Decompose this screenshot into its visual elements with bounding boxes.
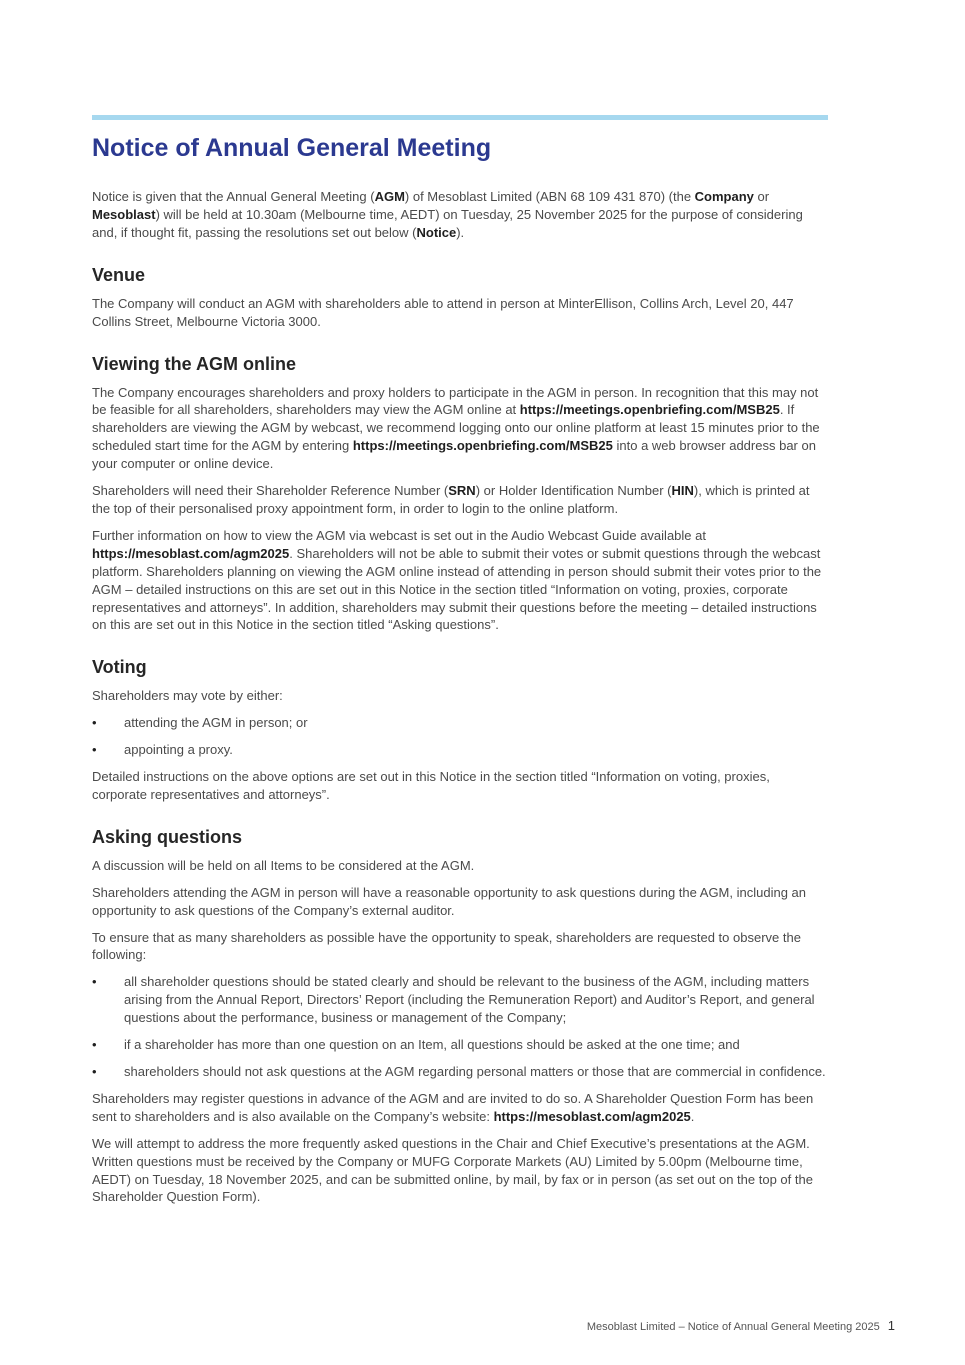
venue-heading: Venue: [92, 264, 146, 285]
list-item: • if a shareholder has more than one question on an Item, all questions should be asked at the one time; and: [92, 1037, 740, 1053]
bullet-icon: •: [92, 1064, 97, 1079]
voting-paragraph-2: Detailed instructions on the above options are set out in this Notice in the section titled “Information on voting, proxies, corporate representatives and attorneys”.: [92, 769, 770, 802]
venue-section: [92, 264, 828, 331]
voting-heading: Voting: [92, 657, 147, 678]
questions-paragraph-2: Shareholders attending the AGM in person will have a reasonable opportunity to ask questions during the AGM, including an opportunity to ask questions of the Company’s external auditor.: [92, 884, 806, 918]
bullet-icon: •: [92, 715, 97, 731]
intro-paragraph: Notice is given that the Annual General Meeting (AGM) of Mesoblast Limited (ABN 68 109 431 870) (the Company or Mesoblast) will be held at 10.30am (Melbourne time, AEDT) on Tuesday, 25 November 2025 for the purpose of considering and, if thought fit, passing the resolutions set out below (Notice).: [92, 189, 803, 240]
online-paragraph-1: The Company encourages shareholders and proxy holders to participate in the AGM in person. In recognition that this may not be feasible for all shareholders, shareholders may view the AGM online at https://meetings.openbriefing.com/MSB25. If shareholders are viewing the AGM by webcast, we recommend logging onto our online platform at least 15 minutes prior to the scheduled start time for the AGM by entering https://meetings.openbriefing.com/MSB25 into a web browser address bar on your computer or online device.: [92, 384, 820, 472]
mesoblast-agm-link-2[interactable]: https://mesoblast.com/agm2025: [493, 1108, 691, 1124]
online-section: [92, 353, 828, 635]
bullet-icon: •: [92, 974, 97, 990]
bullet-icon: •: [92, 742, 97, 758]
list-item: • appointing a proxy.: [92, 742, 233, 758]
online-heading: Viewing the AGM online: [92, 353, 297, 374]
online-paragraph-2: Shareholders will need their Shareholder Reference Number (SRN) or Holder Identification Number (HIN), which is printed at the top of their personalised proxy appointment form, in order to login to the online platform.: [92, 483, 810, 516]
online-paragraph-3: Further information on how to view the AGM via webcast is set out in the Audio Webcast Guide available at https://mesoblast.com/agm2025. Shareholders will not be able to submit their votes or submit questions through the webcast platform. Shareholders planning on viewing the AGM online instead of attending in person should submit their votes prior to the AGM – detailed instructions on this are set out in this Notice in the section titled “Information on voting, proxies, corporate representatives and attorneys”. In addition, shareholders may submit their questions before the meeting – detailed instructions on this are set out in this Notice in the section titled “Asking questions”.: [92, 527, 822, 633]
questions-paragraph-1: A discussion will be held on all Items to be considered at the AGM.: [92, 857, 475, 873]
bullet-icon: •: [92, 1037, 97, 1053]
questions-rules-list: [92, 973, 828, 1081]
mesoblast-agm-link[interactable]: https://mesoblast.com/agm2025: [92, 545, 290, 561]
questions-section: [92, 826, 828, 1207]
page-footer: [587, 1318, 895, 1333]
list-item: • shareholders should not ask questions at the AGM regarding personal matters or those that are commercial in confidence.: [92, 1064, 826, 1079]
questions-paragraph-4: Shareholders may register questions in advance of the AGM and are invited to do so. A Shareholder Question Form has been sent to shareholders and is also available on the Company’s website: https://mesoblast.com/agm2025.: [92, 1090, 814, 1124]
footer-text: Mesoblast Limited – Notice of Annual General Meeting 2025: [586, 1321, 880, 1333]
questions-paragraph-5: We will attempt to address the more frequently asked questions in the Chair and Chief Executive’s presentations at the AGM. Written questions must be received by the Company or MUFG Corporate Markets (AU) Limited by 5.00pm (Melbourne time, AEDT) on Tuesday, 18 November 2025, and can be submitted online, by mail, by fax or in person (as set out on the top of the Shareholder Question Form).: [92, 1135, 813, 1205]
page-title: Notice of Annual General Meeting: [92, 134, 492, 162]
list-item: • all shareholder questions should be stated clearly and should be relevant to the business of the AGM, including matters arising from the Annual Report, Directors’ Report (including the Remuneration Report) and Auditor’s Report, and general questions about the performance, business or management of the Company;: [92, 974, 815, 1026]
page-content: [92, 115, 828, 1206]
questions-heading: Asking questions: [92, 826, 243, 847]
questions-paragraph-3: To ensure that as many shareholders as possible have the opportunity to speak, shareholders are requested to observe the following:: [92, 929, 801, 963]
page-number: 1: [887, 1318, 895, 1333]
openbriefing-link-2[interactable]: https://meetings.openbriefing.com/MSB25: [352, 438, 613, 454]
openbriefing-link[interactable]: https://meetings.openbriefing.com/MSB25: [519, 402, 780, 418]
voting-paragraph-1: Shareholders may vote by either:: [92, 688, 283, 704]
top-rule-divider: [92, 115, 828, 120]
voting-options-list: [92, 714, 828, 759]
voting-section: [92, 656, 828, 804]
list-item: • attending the AGM in person; or: [92, 715, 308, 731]
venue-paragraph: The Company will conduct an AGM with shareholders able to attend in person at MinterEllison, Collins Arch, Level 20, 447 Collins Street, Melbourne Victoria 3000.: [92, 295, 794, 329]
